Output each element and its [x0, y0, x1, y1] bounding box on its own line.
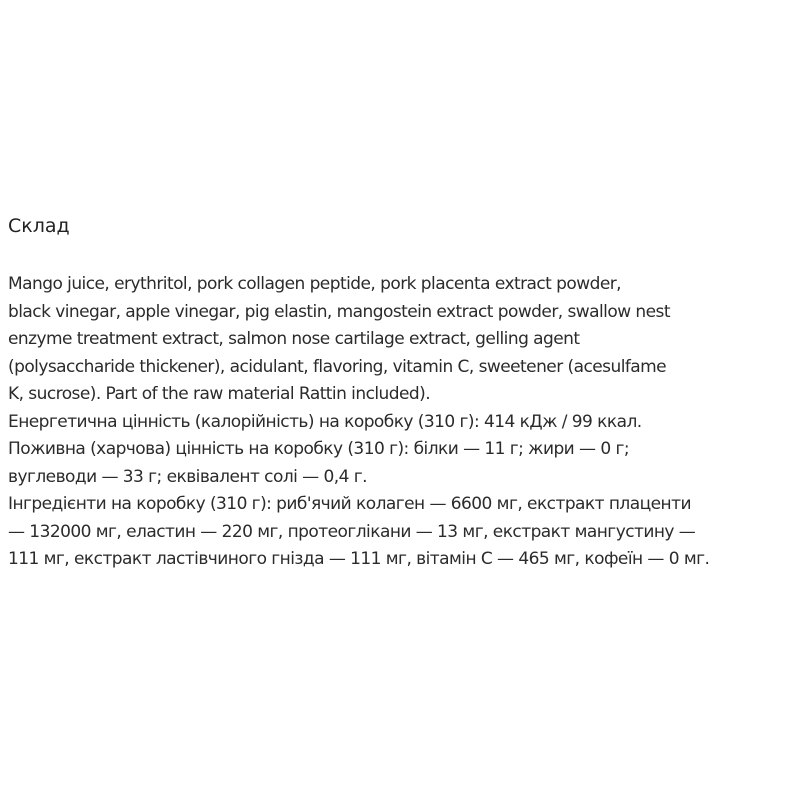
text-line-ingredients-2: black vinegar, apple vinegar, pig elastin, mangostein extract powder, swallow nest — [8, 301, 670, 322]
text-line-ingredients-1: Mango juice, erythritol, pork collagen peptide, pork placenta extract powder, — [8, 274, 622, 294]
text-line-ingredients-4: (polysaccharide thickener), acidulant, flavoring, vitamin C, sweetener (acesulfame — [8, 356, 667, 377]
text-line-nutrition-1: Поживна (харчова) цінність на коробку (310 г): білки — 11 г; жири — 0 г; — [8, 439, 630, 459]
text-line-energy-value: Енергетична цінність (калорійність) на коробку (310 г): 414 кДж / 99 ккал. — [8, 411, 642, 432]
composition-text — [8, 271, 798, 574]
text-line-per-box-ingredients-2: — 132000 мг, еластин — 220 мг, протеоглікани — 13 мг, екстракт мангустину — — [8, 521, 696, 542]
text-line-ingredients-5: K, sucrose). Part of the raw material Rattin included). — [8, 384, 431, 404]
text-line-nutrition-2: вуглеводи — 33 г; еквівалент солі — 0,4 г. — [8, 466, 367, 487]
text-line-ingredients-3: enzyme treatment extract, salmon nose cartilage extract, gelling agent — [8, 329, 580, 349]
section-heading: Склад — [8, 215, 70, 237]
text-line-per-box-ingredients-1: Інгредієнти на коробку (310 г): риб'ячий колаген — 6600 мг, екстракт плаценти — [8, 494, 691, 514]
text-line-per-box-ingredients-3: 111 мг, екстракт ластівчиного гнізда — 111 мг, вітамін С — 465 мг, кофеїн — 0 мг. — [8, 549, 710, 569]
